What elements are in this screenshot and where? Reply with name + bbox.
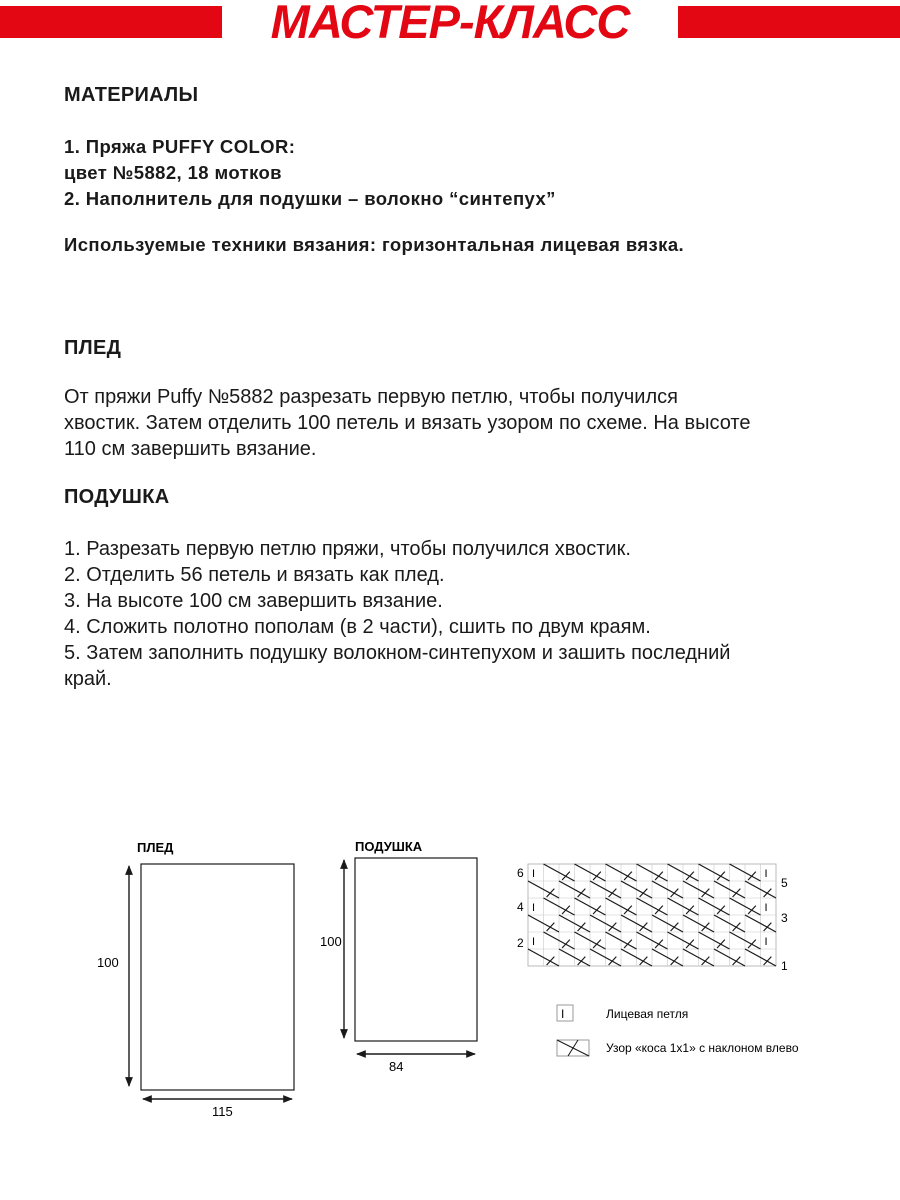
knit-stitch-icon: I (561, 1007, 565, 1021)
podushka-heading: ПОДУШКА (64, 486, 170, 508)
chart-knit-stitch: I (532, 902, 536, 914)
pled-heading: ПЛЕД (64, 337, 122, 359)
podushka-step: 5. Затем заполнить подушку волокном-синтепухом и зашить последний (64, 642, 731, 664)
chart-row-number: 3 (781, 911, 788, 925)
chart-knit-stitch: I (764, 868, 768, 880)
podushka-step: край. (64, 668, 112, 690)
legend-knit-swatch (557, 1005, 573, 1021)
materials-item: 2. Наполнитель для подушки – волокно “синтепух” (64, 188, 556, 209)
chart-row-number: 2 (517, 936, 524, 950)
podushka-step: 2. Отделить 56 петель и вязать как плед. (64, 564, 445, 586)
chart-row-number: 4 (517, 900, 524, 914)
materials-item: цвет №5882, 18 мотков (64, 162, 282, 183)
pled-line: хвостик. Затем отделить 100 петель и вязать узором по схеме. На высоте (64, 412, 751, 434)
chart-row-number: 5 (781, 876, 788, 890)
pled-rectangle (141, 864, 294, 1090)
pled-diagram-label: ПЛЕД (137, 840, 174, 855)
chart-knit-stitch: I (764, 936, 768, 948)
materials-heading: МАТЕРИАЛЫ (64, 84, 199, 106)
pattern-chart (528, 864, 776, 966)
chart-knit-stitch: I (764, 902, 768, 914)
podushka-width-label: 84 (389, 1059, 404, 1074)
podushka-rectangle (355, 858, 477, 1041)
podushka-height-label: 100 (320, 934, 342, 949)
podushka-step: 1. Разрезать первую петлю пряжи, чтобы получился хвостик. (64, 538, 631, 560)
pled-line: От пряжи Puffy №5882 разрезать первую петлю, чтобы получился (64, 386, 678, 408)
chart-knit-stitch: I (532, 936, 536, 948)
chart-knit-stitch: I (532, 868, 536, 880)
legend-cable-label: Узор «коса 1х1» с наклоном влево (606, 1041, 799, 1055)
podushka-step: 3. На высоте 100 см завершить вязание. (64, 590, 443, 612)
chart-row-number: 1 (781, 959, 788, 973)
pled-line: 110 см завершить вязание. (64, 438, 317, 460)
page-title: МАСТЕР-КЛАСС (270, 0, 630, 48)
techniques-text: Используемые техники вязания: горизонтальная лицевая вязка. (64, 234, 685, 255)
pled-height-label: 100 (97, 955, 119, 970)
podushka-step: 4. Сложить полотно пополам (в 2 части), сшить по двум краям. (64, 616, 651, 638)
chart-row-number: 6 (517, 866, 524, 880)
podushka-diagram-label: ПОДУШКА (355, 839, 423, 854)
pled-width-label: 115 (212, 1104, 233, 1119)
legend-knit-label: Лицевая петля (606, 1007, 689, 1021)
materials-item: 1. Пряжа PUFFY COLOR: (64, 136, 296, 157)
